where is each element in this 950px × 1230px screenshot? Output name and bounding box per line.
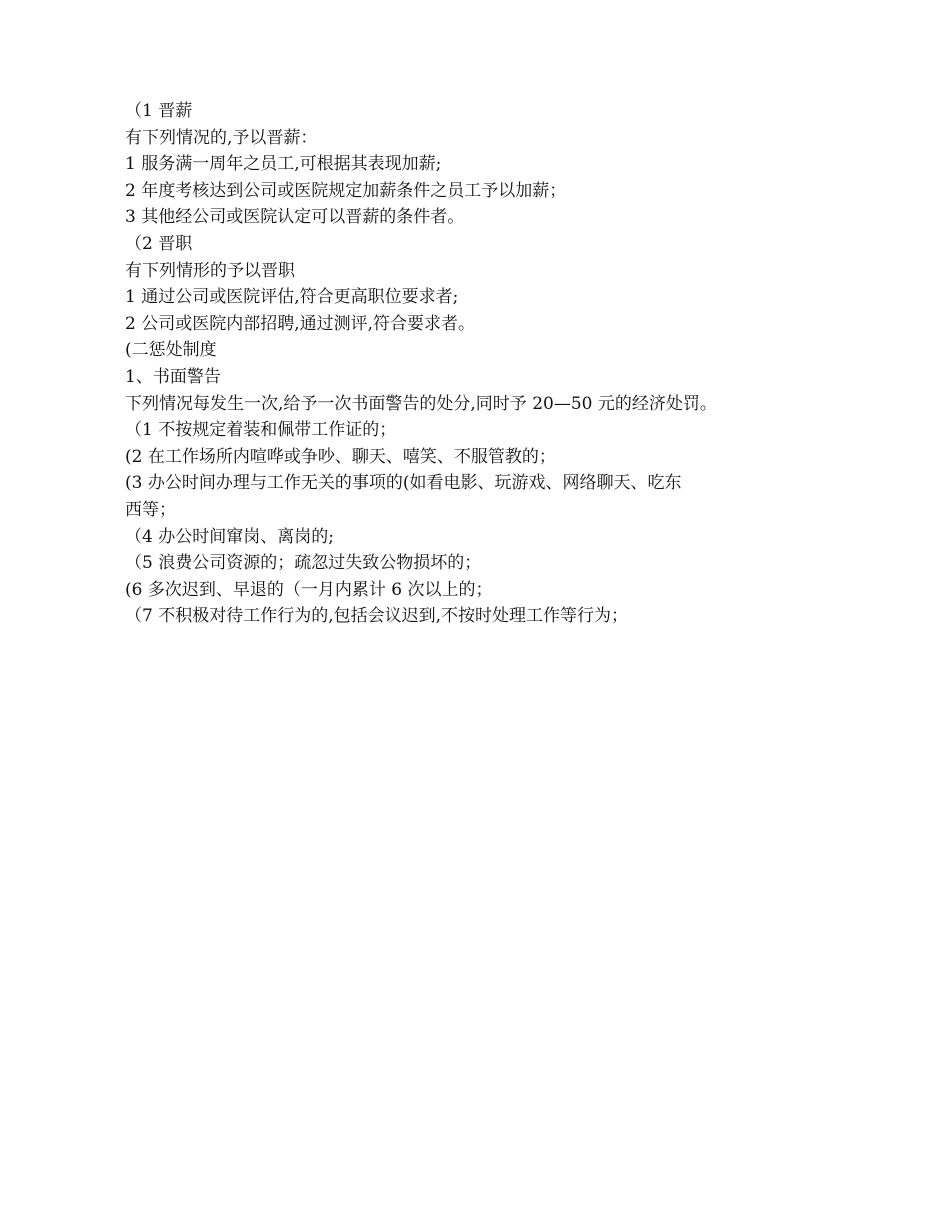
paragraph: 有下列情形的予以晋职 bbox=[125, 260, 295, 281]
list-item: 2 年度考核达到公司或医院规定加薪条件之员工予以加薪； bbox=[125, 180, 567, 201]
list-item: （5 浪费公司资源的；疏忽过失致公物损坏的； bbox=[125, 553, 482, 574]
list-item: (2 在工作场所内喧哗或争吵、聊天、嘻笑、不服管教的； bbox=[125, 446, 556, 467]
heading-punishment: (二惩处制度 bbox=[125, 340, 217, 361]
list-item: 1 通过公司或医院评估,符合更高职位要求者; bbox=[125, 287, 459, 308]
list-item-continuation: 西等； bbox=[125, 499, 176, 520]
paragraph: 下列情况每发生一次,给予一次书面警告的处分,同时予 20—50 元的经济处罚。 bbox=[125, 393, 717, 414]
list-item: （1 不按规定着装和佩带工作证的； bbox=[125, 420, 397, 441]
heading-written-warning: 1、书面警告 bbox=[125, 366, 221, 387]
list-item: （4 办公时间窜岗、离岗的; bbox=[125, 526, 334, 547]
list-item: (3 办公时间办理与工作无关的事项的(如看电影、玩游戏、网络聊天、吃东 bbox=[125, 473, 682, 494]
heading-promotion: （2 晋职 bbox=[125, 233, 193, 254]
paragraph: 有下列情况的,予以晋薪： bbox=[125, 127, 318, 148]
document-body bbox=[125, 98, 885, 630]
list-item: 2 公司或医院内部招聘,通过测评,符合要求者。 bbox=[125, 313, 476, 334]
list-item: （7 不积极对待工作行为的,包括会议迟到,不按时处理工作等行为； bbox=[125, 606, 629, 627]
list-item: 3 其他经公司或医院认定可以晋薪的条件者。 bbox=[125, 207, 465, 228]
list-item: (6 多次迟到、早退的（一月内累计 6 次以上的； bbox=[125, 579, 493, 600]
heading-salary-raise: （1 晋薪 bbox=[125, 101, 193, 121]
list-item: 1 服务满一周年之员工,可根据其表现加薪; bbox=[125, 154, 442, 175]
